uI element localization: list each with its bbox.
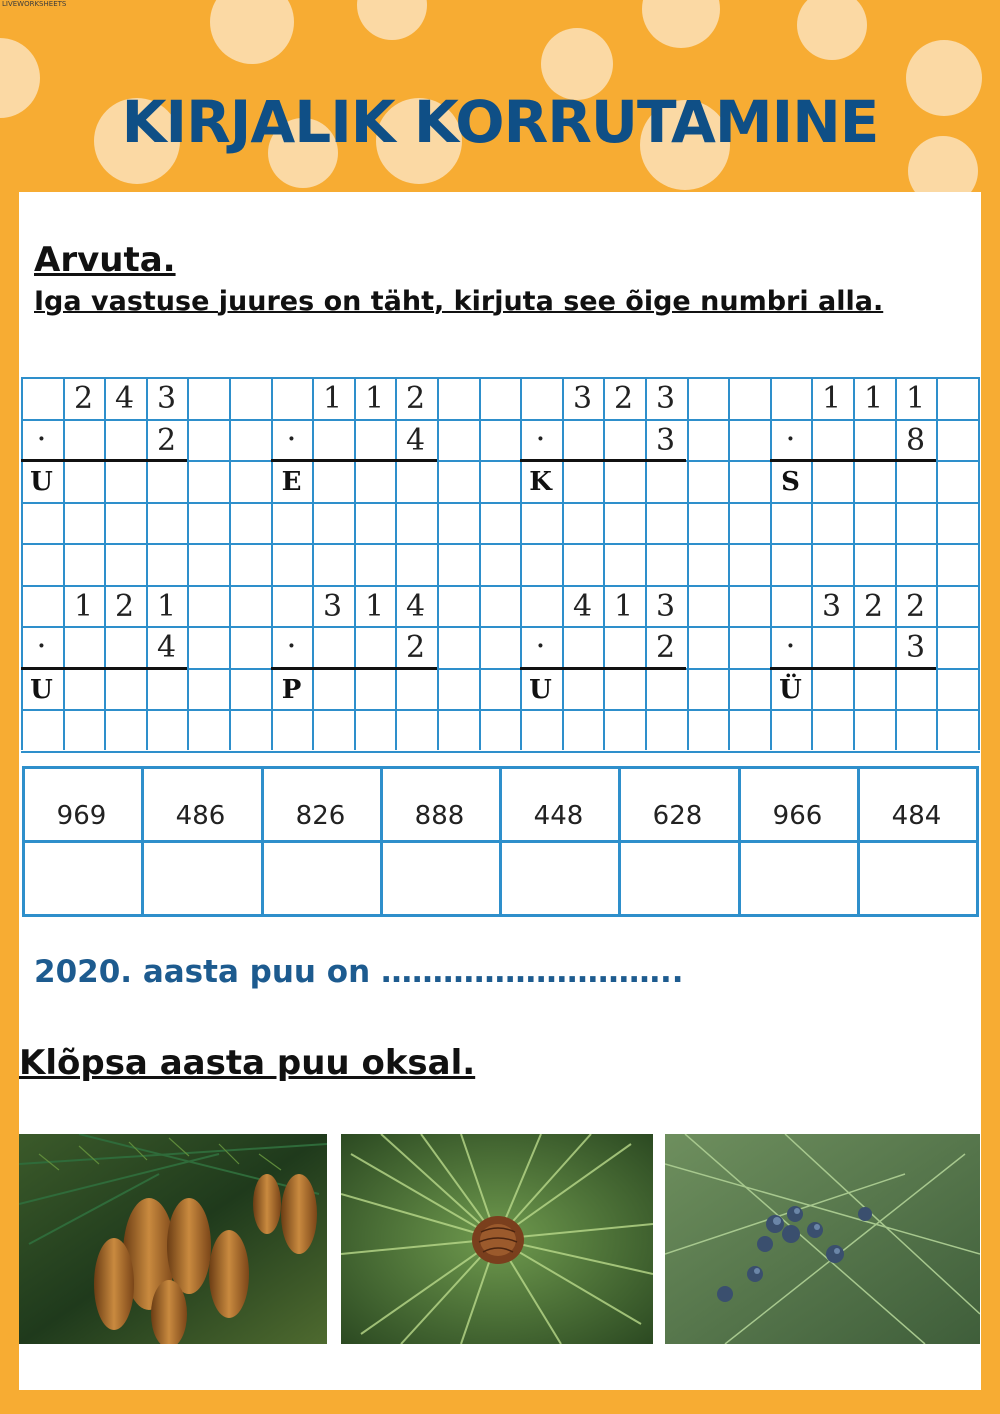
grid-line	[104, 377, 106, 750]
multiplicand-digit: 1	[863, 381, 884, 416]
answer-number: 969	[56, 801, 107, 831]
grid-line	[437, 377, 439, 750]
table-line	[22, 914, 979, 917]
multiplier-digit: 4	[405, 423, 426, 458]
multiplier-digit: 2	[405, 630, 426, 665]
grid-line	[21, 502, 980, 504]
multiplicand-digit: 2	[114, 589, 135, 624]
result-digit-field[interactable]	[357, 463, 393, 499]
multiplicand-digit: 3	[655, 381, 676, 416]
result-digit-field[interactable]	[66, 671, 102, 707]
multiplicand-digit: 3	[572, 381, 593, 416]
result-digit-field[interactable]	[66, 463, 102, 499]
answer-number: 448	[533, 801, 584, 831]
grid-line	[936, 377, 938, 750]
result-digit-field[interactable]	[149, 671, 185, 707]
multiplicand-digit: 1	[364, 381, 385, 416]
result-digit-field[interactable]	[149, 463, 185, 499]
multiplier-digit: 4	[156, 630, 177, 665]
click-prompt: Klõpsa aasta puu oksal.	[19, 1043, 476, 1083]
instruction-heading: Arvuta.	[34, 240, 176, 280]
answer-letter: U	[30, 467, 53, 497]
result-digit-field[interactable]	[107, 463, 143, 499]
multiplicand-digit: 2	[613, 381, 634, 416]
grid-line	[21, 751, 980, 753]
multiplication-grid	[21, 377, 980, 750]
multiplicand-digit: 1	[821, 381, 842, 416]
spruce-branch-photo[interactable]	[19, 1134, 327, 1344]
grid-line	[187, 377, 189, 750]
table-line	[22, 840, 979, 843]
multiplicand-digit: 1	[905, 381, 926, 416]
answer-letter-field[interactable]	[863, 846, 970, 908]
grid-line	[312, 377, 314, 750]
grid-line	[603, 377, 605, 750]
multiplicand-digit: 2	[73, 381, 94, 416]
juniper-branch-photo[interactable]	[665, 1134, 980, 1344]
answer-letter-field[interactable]	[624, 846, 731, 908]
result-digit-field[interactable]	[606, 671, 642, 707]
answer-letter: Ü	[779, 675, 802, 705]
answer-number: 966	[772, 801, 823, 831]
grid-line	[853, 377, 855, 750]
result-digit-field[interactable]	[814, 463, 850, 499]
decor-dot	[642, 0, 720, 48]
answer-letter-field[interactable]	[147, 846, 254, 908]
decor-dot	[357, 0, 427, 40]
answer-letter: U	[529, 675, 552, 705]
result-digit-field[interactable]	[648, 671, 684, 707]
grid-line	[21, 709, 980, 711]
answer-letter: K	[529, 467, 552, 497]
multiplicand-digit: 3	[655, 589, 676, 624]
answer-number: 484	[891, 801, 942, 831]
tree-question: 2020. aasta puu on ………………………..	[34, 954, 684, 990]
grid-line	[978, 377, 980, 750]
multiplicand-digit: 4	[114, 381, 135, 416]
answer-letter: U	[30, 675, 53, 705]
multiplicand-digit: 2	[905, 589, 926, 624]
multiplicand-digit: 2	[405, 381, 426, 416]
answer-letter: S	[781, 467, 800, 497]
answer-number: 486	[175, 801, 226, 831]
multiply-operator: ·	[536, 426, 545, 452]
multiplicand-digit: 1	[322, 381, 343, 416]
result-digit-field[interactable]	[648, 463, 684, 499]
result-digit-field[interactable]	[565, 463, 601, 499]
page-title: KIRJALIK KORRUTAMINE	[121, 88, 879, 156]
pine-branch-photo[interactable]	[341, 1134, 653, 1344]
answer-letter: E	[281, 467, 302, 497]
result-digit-field[interactable]	[565, 671, 601, 707]
multiplicand-digit: 3	[322, 589, 343, 624]
multiply-operator: ·	[786, 426, 795, 452]
result-digit-field[interactable]	[398, 671, 434, 707]
answer-letter-field[interactable]	[505, 846, 612, 908]
grid-line	[63, 377, 65, 750]
multiplier-digit: 2	[156, 423, 177, 458]
instruction-text: Iga vastuse juures on täht, kirjuta see õige numbri alla.	[34, 286, 884, 317]
multiply-operator: ·	[287, 633, 296, 659]
result-digit-field[interactable]	[107, 671, 143, 707]
result-digit-field[interactable]	[606, 463, 642, 499]
decor-dot	[797, 0, 867, 60]
result-digit-field[interactable]	[315, 463, 351, 499]
multiplicand-digit: 1	[364, 589, 385, 624]
grid-line	[229, 377, 231, 750]
result-digit-field[interactable]	[357, 671, 393, 707]
answer-table	[22, 766, 976, 917]
multiply-operator: ·	[37, 426, 46, 452]
multiplier-digit: 2	[655, 630, 676, 665]
watermark: LIVEWORKSHEETS	[2, 0, 67, 8]
answer-number: 826	[295, 801, 346, 831]
result-digit-field[interactable]	[814, 671, 850, 707]
result-digit-field[interactable]	[898, 463, 934, 499]
answer-letter: P	[281, 675, 302, 705]
multiplicand-digit: 4	[572, 589, 593, 624]
grid-line	[562, 377, 564, 750]
grid-line	[354, 377, 356, 750]
answer-letter-field[interactable]	[386, 846, 493, 908]
grid-line	[728, 377, 730, 750]
multiply-operator: ·	[536, 633, 545, 659]
multiplicand-digit: 1	[73, 589, 94, 624]
multiply-operator: ·	[37, 633, 46, 659]
grid-line	[811, 377, 813, 750]
multiply-operator: ·	[287, 426, 296, 452]
result-digit-field[interactable]	[856, 671, 892, 707]
result-digit-field[interactable]	[315, 671, 351, 707]
answer-number: 628	[652, 801, 703, 831]
multiplicand-digit: 3	[821, 589, 842, 624]
answer-number: 888	[414, 801, 465, 831]
result-digit-field[interactable]	[856, 463, 892, 499]
decor-dot	[210, 0, 294, 64]
answer-letter-field[interactable]	[267, 846, 374, 908]
multiplicand-digit: 1	[156, 589, 177, 624]
answer-letter-field[interactable]	[28, 846, 135, 908]
multiplier-digit: 8	[905, 423, 926, 458]
result-digit-field[interactable]	[898, 671, 934, 707]
multiplicand-digit: 3	[156, 381, 177, 416]
multiplier-digit: 3	[655, 423, 676, 458]
grid-line	[479, 377, 481, 750]
grid-line	[687, 377, 689, 750]
result-digit-field[interactable]	[398, 463, 434, 499]
grid-line	[21, 543, 980, 545]
multiplier-digit: 3	[905, 630, 926, 665]
multiplicand-digit: 1	[613, 589, 634, 624]
multiplicand-digit: 4	[405, 589, 426, 624]
multiplicand-digit: 2	[863, 589, 884, 624]
multiply-operator: ·	[786, 633, 795, 659]
answer-letter-field[interactable]	[744, 846, 851, 908]
